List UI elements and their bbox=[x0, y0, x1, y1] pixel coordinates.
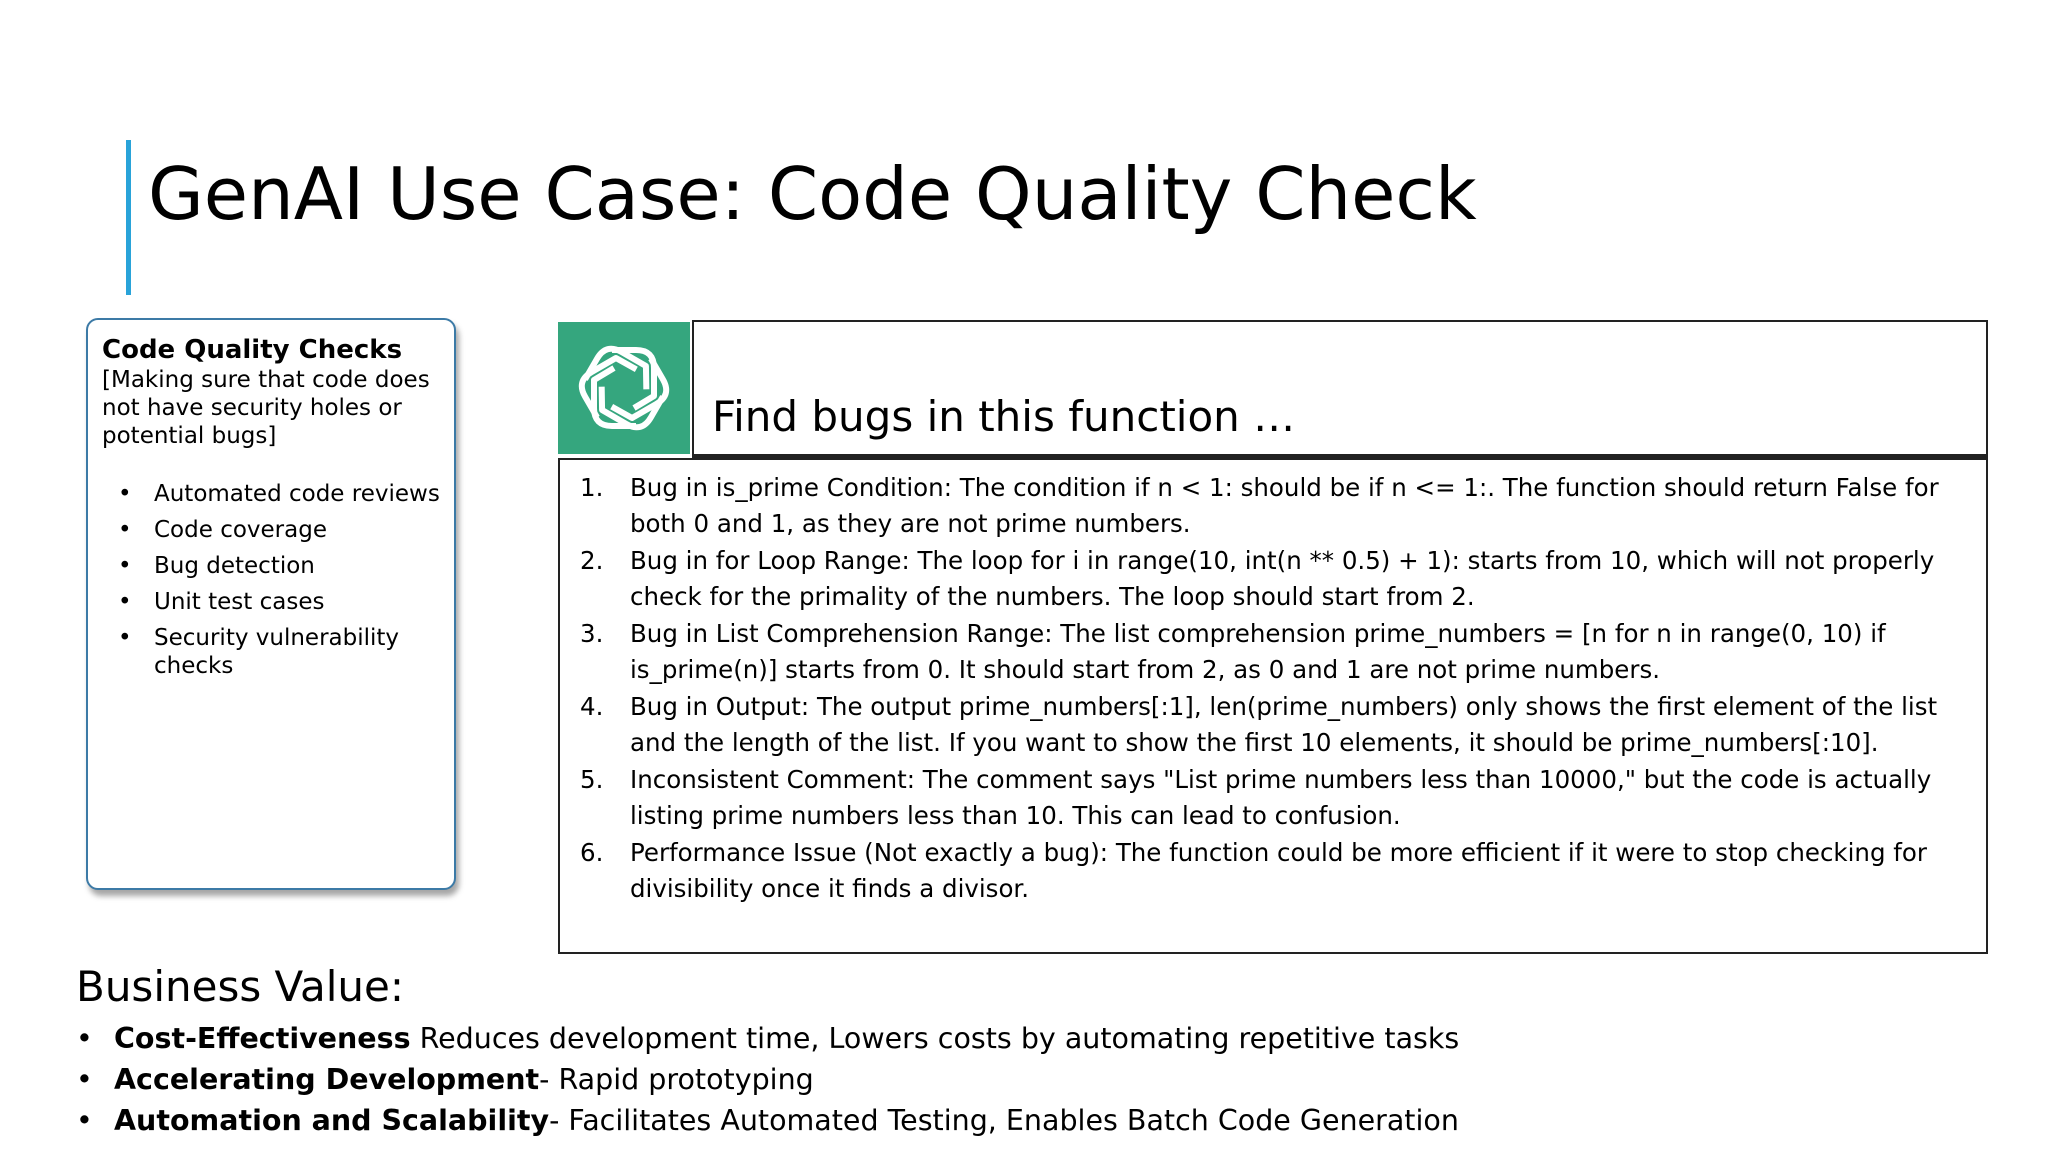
answer-number: 5. bbox=[580, 765, 604, 794]
answer-number: 1. bbox=[580, 473, 604, 502]
answer-item bbox=[580, 616, 1966, 688]
checks-heading: Code Quality Checks bbox=[102, 335, 403, 365]
bullet-icon: • bbox=[118, 481, 132, 507]
bullet-icon: • bbox=[76, 1022, 93, 1055]
checks-subtitle: [Making sure that code does not have security holes or potential bugs] bbox=[102, 367, 430, 449]
checks-item-label: Security vulnerability checks bbox=[154, 625, 400, 679]
answer-text: Inconsistent Comment: The comment says "List prime numbers less than 10000," but the code is actually listing prime numbers less than 10. This can lead to confusion. bbox=[630, 765, 1932, 830]
business-value-text: - Rapid prototyping bbox=[539, 1063, 814, 1096]
business-value-list bbox=[76, 1018, 1459, 1141]
title-accent-bar bbox=[126, 140, 131, 295]
business-value-bold: Accelerating Development bbox=[114, 1063, 540, 1096]
bullet-icon: • bbox=[76, 1063, 93, 1096]
openai-logo-svg bbox=[558, 322, 690, 454]
list-item bbox=[76, 1059, 1459, 1100]
page-title: GenAI Use Case: Code Quality Check bbox=[148, 152, 1477, 236]
business-value-bold: Cost-Effectiveness bbox=[114, 1022, 411, 1055]
answer-number: 4. bbox=[580, 692, 604, 721]
answer-box bbox=[558, 458, 1988, 954]
checks-list bbox=[102, 480, 442, 680]
answer-item bbox=[580, 543, 1966, 615]
answer-text: Bug in for Loop Range: The loop for i in range(10, int(n ** 0.5) + 1): starts from 10, which will not properly check for the primality of the numbers. The loop should start from 2. bbox=[630, 546, 1935, 611]
answer-list bbox=[580, 470, 1966, 907]
checks-item-label: Unit test cases bbox=[154, 589, 325, 615]
openai-logo-icon bbox=[558, 322, 690, 454]
bullet-icon: • bbox=[118, 625, 132, 651]
answer-text: Bug in is_prime Condition: The condition if n < 1: should be if n <= 1:. The function should return False for both 0 and 1, as they are not prime numbers. bbox=[630, 473, 1939, 538]
checks-item-label: Code coverage bbox=[154, 517, 327, 543]
business-value-bold: Automation and Scalability bbox=[114, 1104, 550, 1137]
list-item bbox=[76, 1018, 1459, 1059]
list-item bbox=[102, 552, 442, 580]
answer-number: 2. bbox=[580, 546, 604, 575]
bullet-icon: • bbox=[118, 517, 132, 543]
business-value-text: - Facilitates Automated Testing, Enables Batch Code Generation bbox=[549, 1104, 1459, 1137]
answer-item bbox=[580, 762, 1966, 834]
list-item bbox=[102, 480, 442, 508]
bullet-icon: • bbox=[76, 1104, 93, 1137]
code-quality-checks-card bbox=[86, 318, 456, 890]
answer-item bbox=[580, 470, 1966, 542]
answer-item bbox=[580, 689, 1966, 761]
checks-item-label: Bug detection bbox=[154, 553, 315, 579]
list-item bbox=[76, 1100, 1459, 1141]
answer-number: 3. bbox=[580, 619, 604, 648]
bullet-icon: • bbox=[118, 553, 132, 579]
answer-text: Performance Issue (Not exactly a bug): The function could be more efficient if it were to stop checking for divisibility once it finds a divisor. bbox=[630, 838, 1927, 903]
checks-item-label: Automated code reviews bbox=[154, 481, 440, 507]
answer-text: Bug in List Comprehension Range: The list comprehension prime_numbers = [n for n in range(0, 10) if is_prime(n)] starts from 0. It should start from 2, as 0 and 1 are not prime numbers. bbox=[630, 619, 1886, 684]
answer-number: 6. bbox=[580, 838, 604, 867]
answer-text: Bug in Output: The output prime_numbers[:1], len(prime_numbers) only shows the first element of the list and the length of the list. If you want to show the first 10 elements, it should be prime_numbers[:10]. bbox=[630, 692, 1938, 757]
prompt-text: Find bugs in this function … bbox=[712, 392, 1296, 441]
answer-item bbox=[580, 835, 1966, 907]
list-item bbox=[102, 588, 442, 616]
list-item bbox=[102, 516, 442, 544]
list-item bbox=[102, 624, 442, 680]
business-value-text: Reduces development time, Lowers costs by automating repetitive tasks bbox=[410, 1022, 1460, 1055]
business-value-title: Business Value: bbox=[76, 962, 405, 1011]
bullet-icon: • bbox=[118, 589, 132, 615]
